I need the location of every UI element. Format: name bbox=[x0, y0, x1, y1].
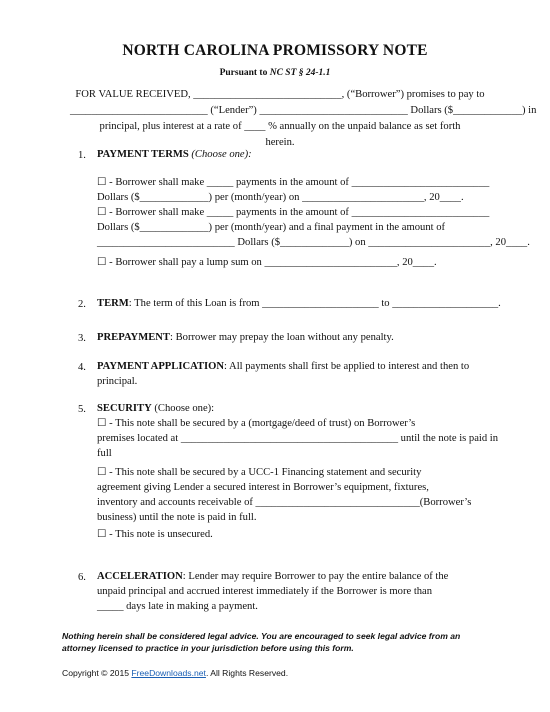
section-3-body: : Borrower may prepay the loan without any penalty. bbox=[169, 332, 394, 343]
subtitle-prefix: Pursuant to bbox=[219, 68, 270, 78]
section-4-number: 4. bbox=[78, 362, 86, 373]
section-6-text bbox=[97, 569, 448, 585]
copyright-notice bbox=[62, 668, 288, 678]
security-option-2-line: inventory and accounts receivable of _______________________________(Borrower’s bbox=[97, 497, 472, 508]
document-subtitle bbox=[0, 68, 550, 78]
disclaimer-line: attorney licensed to practice in your jurisdiction before using this form. bbox=[62, 643, 354, 653]
intro-line: herein. bbox=[265, 137, 295, 148]
security-option-1-line[interactable]: ☐ - This note shall be secured by a (mortgage/deed of trust) on Borrower’s bbox=[97, 418, 416, 429]
security-option-1-line: full bbox=[97, 448, 112, 459]
security-option-2-line[interactable]: ☐ - This note shall be secured by a UCC-1 Financing statement and security bbox=[97, 467, 422, 478]
security-option-2-line: agreement giving Lender a secured interest in Borrower’s equipment, fixtures, bbox=[97, 482, 429, 493]
section-2-text bbox=[97, 296, 501, 312]
freedownloads-link[interactable]: FreeDownloads.net bbox=[131, 668, 206, 678]
security-option-3-line[interactable]: ☐ - This note is unsecured. bbox=[97, 529, 213, 540]
payment-option-1-line[interactable]: ☐ - Borrower shall make _____ payments in the amount of __________________________ bbox=[97, 177, 490, 188]
section-5-number: 5. bbox=[78, 404, 86, 415]
section-5-note: (Choose one): bbox=[151, 403, 215, 414]
intro-line: __________________________ (“Lender”) ____________________________ Dollars ($_____________) in bbox=[70, 105, 537, 116]
copyright-prefix: Copyright © 2015 bbox=[62, 668, 132, 678]
security-option-1-line: premises located at _________________________________________ until the note is paid in bbox=[97, 433, 499, 444]
copyright-suffix: . All Rights Reserved. bbox=[205, 668, 289, 678]
payment-option-2-line: __________________________ Dollars ($_____________) on _______________________, 20____. bbox=[97, 237, 530, 248]
section-1-note: (Choose one): bbox=[188, 149, 252, 160]
section-1-number: 1. bbox=[78, 150, 86, 161]
section-5-title: SECURITY bbox=[97, 403, 152, 414]
section-4-title: PAYMENT APPLICATION bbox=[97, 361, 225, 372]
statute-reference: NC ST § 24-1.1 bbox=[269, 68, 331, 78]
section-2-body: : The term of this Loan is from ______________________ to ____________________. bbox=[128, 298, 501, 309]
section-4-body: : All payments shall first be applied to interest and then to bbox=[224, 361, 470, 372]
section-1-heading bbox=[97, 147, 252, 163]
intro-line: FOR VALUE RECEIVED, ____________________________, (“Borrower”) promises to pay to bbox=[75, 89, 485, 100]
disclaimer-line: Nothing herein shall be considered legal advice. You are encouraged to seek legal advice from an bbox=[62, 631, 461, 641]
payment-option-3-line[interactable]: ☐ - Borrower shall pay a lump sum on _________________________, 20____. bbox=[97, 257, 437, 268]
section-6-line: unpaid principal and accrued interest immediately if the Borrower is more than bbox=[97, 586, 433, 597]
section-4-text bbox=[97, 359, 469, 375]
section-6-line: _____ days late in making a payment. bbox=[97, 601, 258, 612]
payment-option-2-line: Dollars ($_____________) per (month/year) and a final payment in the amount of bbox=[97, 222, 446, 233]
section-3-text bbox=[97, 330, 394, 346]
intro-line: principal, plus interest at a rate of ____ % annually on the unpaid balance as set forth bbox=[99, 121, 461, 132]
payment-option-2-line[interactable]: ☐ - Borrower shall make _____ payments in the amount of __________________________ bbox=[97, 207, 490, 218]
section-3-title: PREPAYMENT bbox=[97, 332, 170, 343]
section-5-heading bbox=[97, 401, 214, 417]
payment-option-1-line: Dollars ($_____________) per (month/year) on _______________________, 20____. bbox=[97, 192, 464, 203]
section-6-body: : Lender may require Borrower to pay the entire balance of the bbox=[182, 571, 449, 582]
security-option-2-line: business) until the note is paid in full. bbox=[97, 512, 257, 523]
section-1-title: PAYMENT TERMS bbox=[97, 149, 189, 160]
section-6-title: ACCELERATION bbox=[97, 571, 183, 582]
section-4-line-2: principal. bbox=[97, 376, 138, 387]
section-6-number: 6. bbox=[78, 572, 86, 583]
section-2-number: 2. bbox=[78, 299, 86, 310]
document-title: NORTH CAROLINA PROMISSORY NOTE bbox=[122, 42, 428, 59]
section-3-number: 3. bbox=[78, 333, 86, 344]
intro-paragraph bbox=[70, 87, 537, 151]
section-2-title: TERM bbox=[97, 298, 129, 309]
legal-disclaimer bbox=[62, 630, 492, 654]
